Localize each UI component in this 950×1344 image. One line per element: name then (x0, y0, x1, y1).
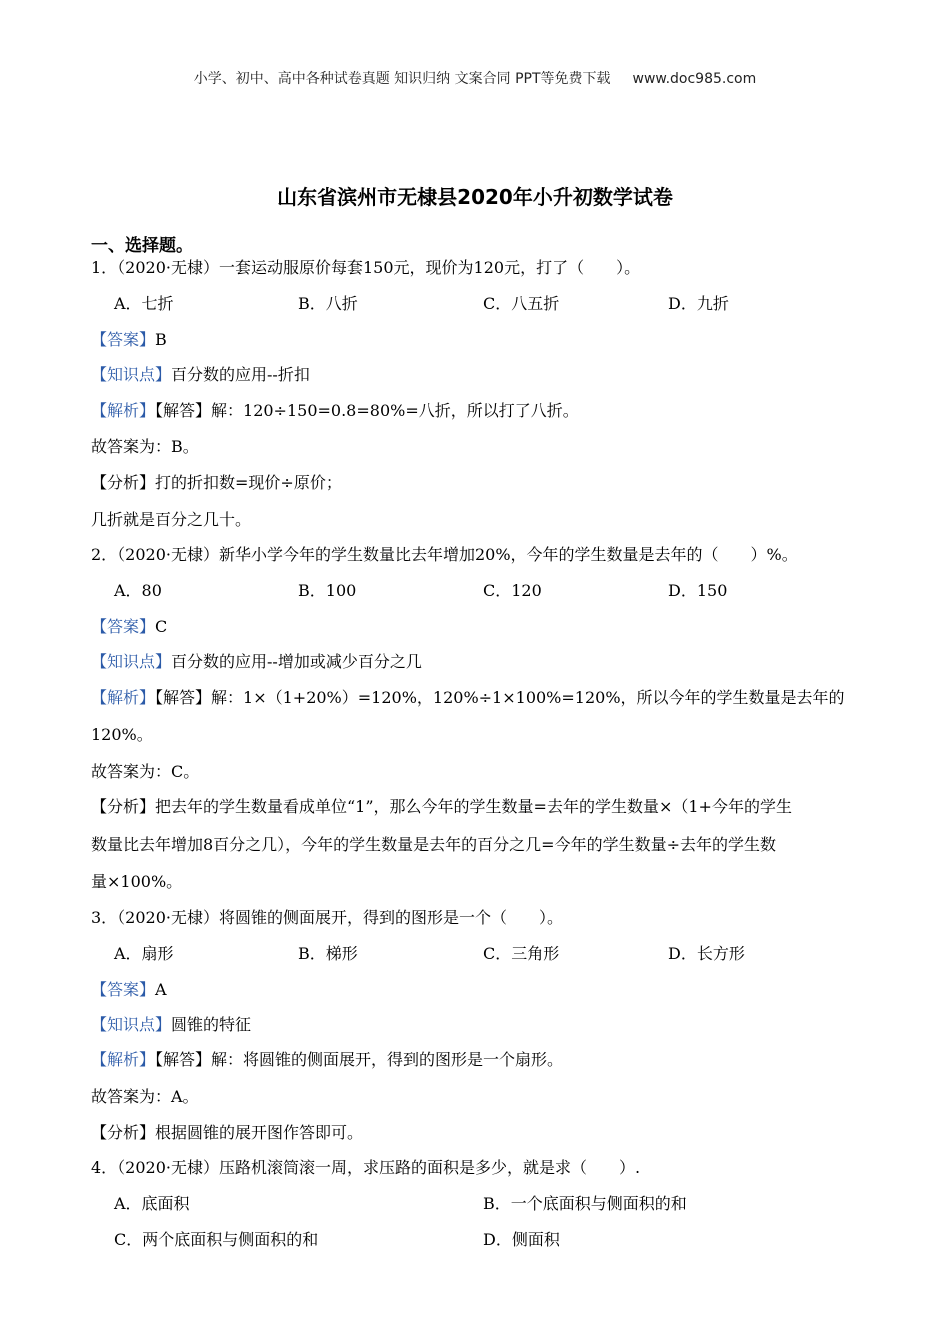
q3-conclusion: 故答案为：A。 (91, 1087, 199, 1106)
q1-option-b: B．八折 (298, 294, 358, 313)
q3-knowledge: 【知识点】圆锥的特征 (91, 1015, 252, 1034)
q2-option-a: A．80 (114, 581, 162, 600)
question-1-stem: 1．（2020·无棣）一套运动服原价每套150元，现价为120元，打了（ ）。 (91, 258, 641, 277)
q4-option-b: B．一个底面积与侧面积的和 (483, 1194, 687, 1213)
q3-option-c: C．三角形 (483, 944, 560, 963)
section-heading: 一、选择题。 (91, 236, 193, 256)
q2-analysis: 【解析】【解答】解：1×（1+20%）=120%，120%÷1×100%=120%，所以今年的学生数量是去年的 (91, 688, 845, 707)
q2-conclusion: 故答案为：C。 (91, 762, 200, 781)
page-header (0, 68, 950, 88)
q1-knowledge: 【知识点】百分数的应用--折扣 (91, 365, 310, 384)
q4-option-c: C．两个底面积与侧面积的和 (114, 1230, 319, 1249)
header-url[interactable]: www.doc985.com (632, 71, 757, 87)
q2-note: 量×100%。 (91, 872, 183, 891)
q2-note: 【分析】把去年的学生数量看成单位“1”，那么今年的学生数量=去年的学生数量×（1+今年的学生 (91, 797, 792, 816)
q1-analysis: 【解析】【解答】解：120÷150=0.8=80%=八折，所以打了八折。 (91, 401, 579, 420)
page-title: 山东省滨州市无棣县2020年小升初数学试卷 (277, 185, 673, 209)
q2-option-d: D．150 (668, 581, 728, 600)
q1-option-c: C．八五折 (483, 294, 560, 313)
q3-option-b: B．梯形 (298, 944, 358, 963)
q4-option-d: D．侧面积 (483, 1230, 560, 1249)
q2-knowledge: 【知识点】百分数的应用--增加或减少百分之几 (91, 652, 422, 671)
q3-option-d: D．长方形 (668, 944, 745, 963)
q3-analysis: 【解析】【解答】解：将圆锥的侧面展开，得到的图形是一个扇形。 (91, 1050, 564, 1069)
q3-answer: 【答案】A (91, 980, 167, 999)
question-2-stem: 2．（2020·无棣）新华小学今年的学生数量比去年增加20%，今年的学生数量是去年的（ ）%。 (91, 545, 798, 564)
q1-option-a: A．七折 (114, 294, 174, 313)
q2-option-b: B．100 (298, 581, 357, 600)
q1-conclusion: 故答案为：B。 (91, 437, 199, 456)
q1-answer: 【答案】B (91, 330, 167, 349)
q1-note: 几折就是百分之几十。 (91, 510, 252, 529)
q2-note: 数量比去年增加8百分之几），今年的学生数量是去年的百分之几=今年的学生数量÷去年的学生数 (91, 835, 776, 854)
question-4-stem: 4．（2020·无棣）压路机滚筒滚一周，求压路的面积是多少，就是求（ ）. (91, 1158, 641, 1177)
q1-option-d: D．九折 (668, 294, 729, 313)
question-3-stem: 3．（2020·无棣）将圆锥的侧面展开，得到的图形是一个（ ）。 (91, 908, 563, 927)
q2-analysis-cont: 120%。 (91, 725, 153, 744)
q2-option-c: C．120 (483, 581, 542, 600)
header-text: 小学、初中、高中各种试卷真题 知识归纳 文案合同 PPT等免费下载 (193, 71, 611, 87)
q4-option-a: A．底面积 (114, 1194, 190, 1213)
q3-option-a: A．扇形 (114, 944, 174, 963)
q3-note: 【分析】根据圆锥的展开图作答即可。 (91, 1123, 364, 1142)
q2-answer: 【答案】C (91, 617, 168, 636)
q1-note: 【分析】打的折扣数=现价÷原价； (91, 473, 342, 492)
